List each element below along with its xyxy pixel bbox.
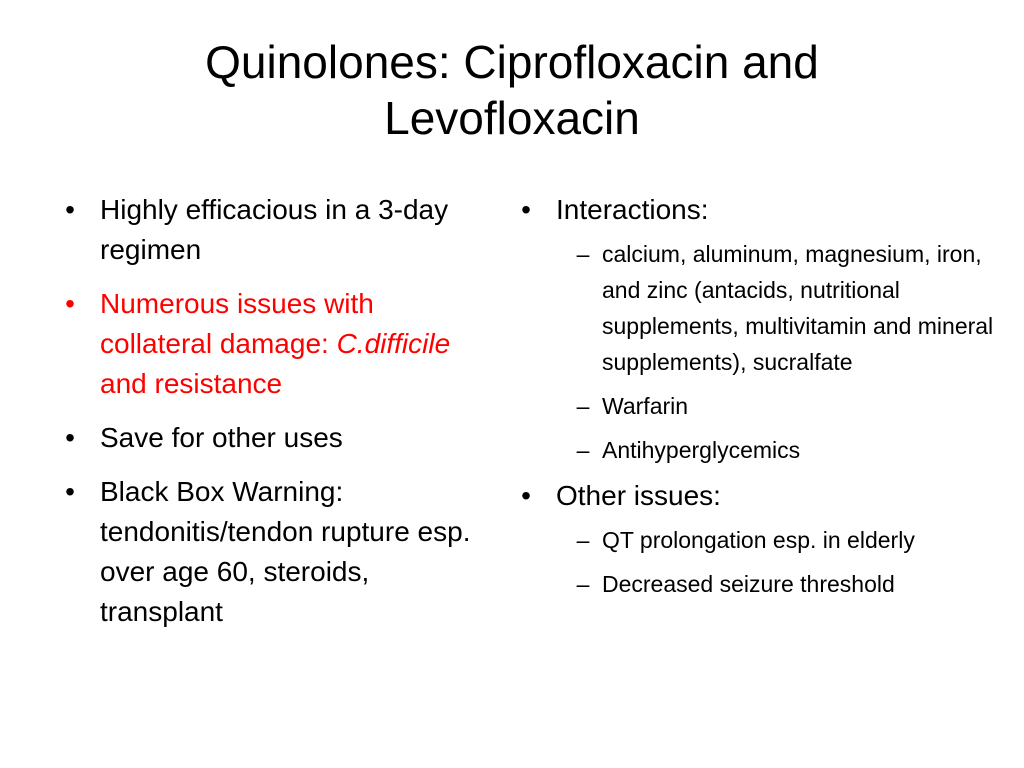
- bullet-heading: Interactions:: [556, 194, 709, 225]
- bullet-item-efficacy: [60, 190, 480, 270]
- bullet-text-after: and resistance: [100, 368, 283, 399]
- right-bullet-list: [516, 190, 1016, 230]
- bullet-item-black-box-warning: [60, 472, 480, 632]
- right-bullet-list-2: [516, 476, 1016, 516]
- subitem-text: Decreased seizure threshold: [602, 571, 895, 597]
- subitem-text: Warfarin: [602, 393, 689, 419]
- dash-icon: –: [576, 437, 590, 463]
- bullet-heading: Other issues:: [556, 480, 721, 511]
- bullet-item-save-for-other-uses: [60, 418, 480, 458]
- subitem-text: calcium, aluminum, magnesium, iron, and zinc (antacids, nutritional supplements, multivitamin and mineral supplements), sucralfate: [602, 241, 994, 375]
- left-column: [60, 190, 480, 646]
- bullet-icon: •: [65, 422, 75, 453]
- slide-title-line-1: Quinolones: Ciprofloxacin and: [205, 36, 819, 88]
- bullet-text: Save for other uses: [100, 422, 343, 453]
- left-bullet-list: [60, 190, 480, 632]
- subitem-antihyperglycemics: [516, 432, 1016, 468]
- subitem-minerals: [516, 236, 1016, 380]
- bullet-text: Black Box Warning: tendonitis/tendon rupture esp. over age 60, steroids, transplant: [100, 476, 471, 627]
- dash-icon: –: [576, 527, 590, 553]
- bullet-text: Highly efficacious in a 3-day regimen: [100, 194, 449, 265]
- bullet-icon: •: [521, 194, 531, 225]
- bullet-text-italic-organism: C.difficile: [336, 328, 451, 359]
- bullet-text-before: Numerous issues with collateral damage:: [100, 288, 374, 359]
- dash-icon: –: [576, 393, 590, 419]
- interactions-subitem-list: [516, 236, 1016, 468]
- subitem-text: QT prolongation esp. in elderly: [602, 527, 915, 553]
- bullet-icon: •: [65, 288, 75, 319]
- bullet-icon: •: [521, 480, 531, 511]
- subitem-qt-prolongation: [516, 522, 1016, 558]
- subitem-seizure-threshold: [516, 566, 1016, 602]
- slide-title-line-2: Levofloxacin: [384, 92, 640, 144]
- bullet-item-collateral-damage: [60, 284, 480, 404]
- bullet-item-interactions: [516, 190, 1016, 230]
- dash-icon: –: [576, 241, 590, 267]
- other-issues-subitem-list: [516, 522, 1016, 602]
- slide-title: [60, 34, 964, 146]
- right-column: [516, 190, 1016, 610]
- dash-icon: –: [576, 571, 590, 597]
- bullet-icon: •: [65, 194, 75, 225]
- subitem-warfarin: [516, 388, 1016, 424]
- subitem-text: Antihyperglycemics: [602, 437, 801, 463]
- bullet-icon: •: [65, 476, 75, 507]
- bullet-item-other-issues: [516, 476, 1016, 516]
